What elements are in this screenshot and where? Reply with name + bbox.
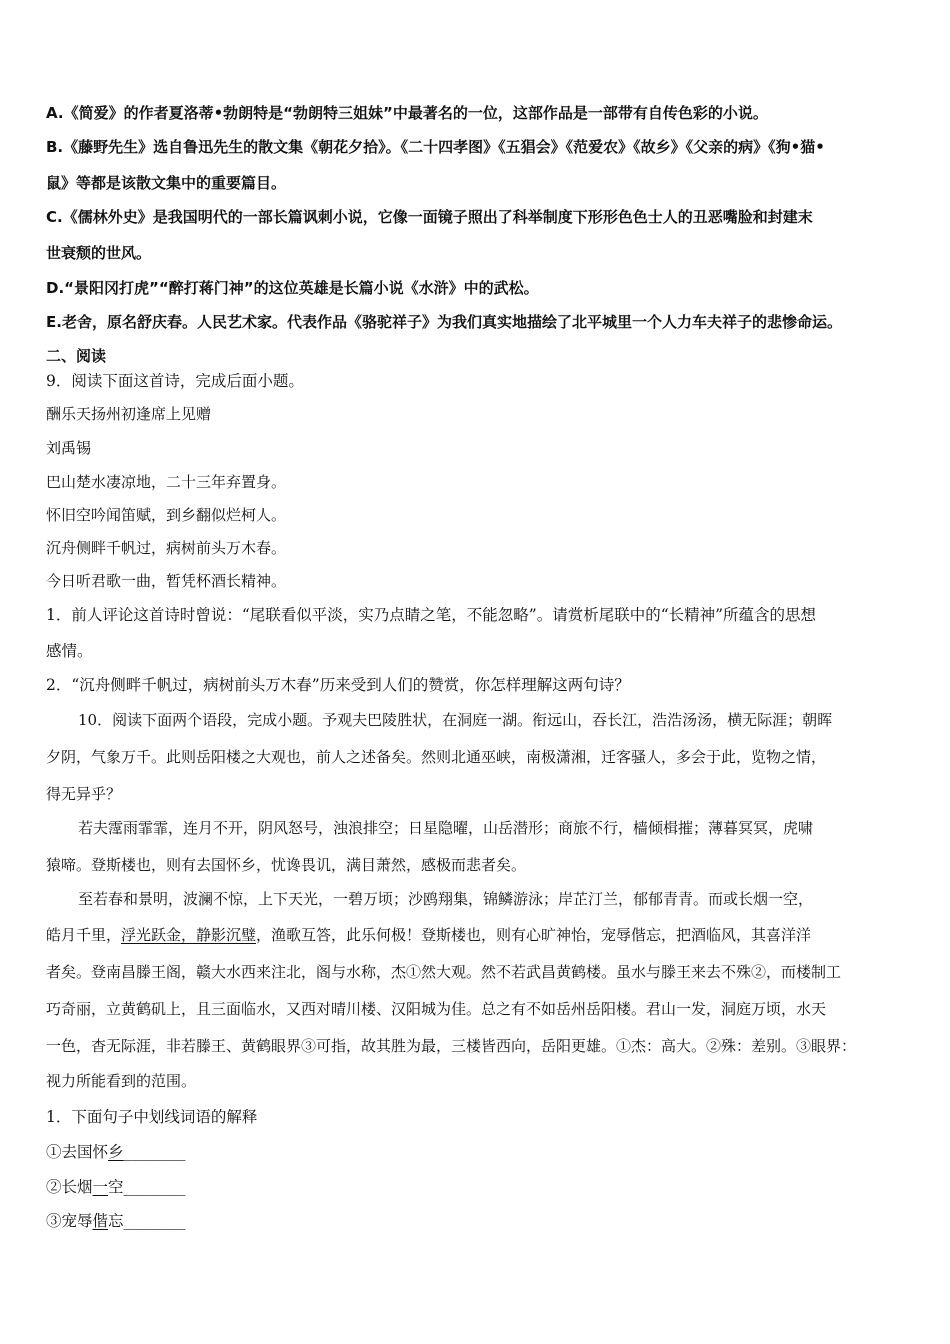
q9-sub2: 2．“沉舟侧畔千帆过，病树前头万木春”历来受到人们的赞赏，你怎样理解这两句诗？ xyxy=(46,676,630,694)
section-title: 二、阅读 xyxy=(46,347,107,365)
q10-p2-line1: 若夫霪雨霏霏，连月不开，阴风怒号，浊浪排空；日星隐曜，山岳潜形；商旅不行，樯倾楫摧；薄暮冥冥，虎啸 xyxy=(78,819,814,837)
poem-line: 沉舟侧畔千帆过，病树前头万木春。 xyxy=(46,539,287,557)
option-a: A.《简爱》的作者夏洛蒂•勃朗特是“勃朗特三姐妹”中最著名的一位，这部作品是一部带有自传色彩的小说。 xyxy=(46,104,768,122)
q10-p3-line1: 至若春和景明，波澜不惊，上下天光，一碧万顷；沙鸥翔集，锦鳞游泳；岸芷汀兰，郁郁青青。而或长烟一空， xyxy=(78,890,814,908)
q10-p3-line5: 一色，杳无际涯，非若滕王、黄鹤眼界③可指，故其胜为最，三楼皆西向，岳阳更雄。①杰：高大。②殊：差别。③眼界： xyxy=(46,1037,857,1055)
q10-p3-line2 xyxy=(46,925,811,945)
text-segment: ，渔歌互答，此乐何极！登斯楼也，则有心旷神怡，宠辱偕忘，把酒临风，其喜洋洋 xyxy=(256,926,812,944)
q9-prompt: 9．阅读下面这首诗，完成后面小题。 xyxy=(46,372,304,390)
text-segment: 皓月千里， xyxy=(46,926,122,944)
answer-item xyxy=(46,1177,186,1197)
q10-sub1: 1．下面句子中划线词语的解释 xyxy=(46,1108,258,1126)
answer-blank[interactable]: ________ xyxy=(123,1212,186,1230)
option-b-line2: 鼠》等都是该散文集中的重要篇目。 xyxy=(46,174,287,192)
item-text: 空 xyxy=(108,1178,124,1196)
q9-sub1-line1: 1．前人评论这首诗时曾说：“尾联看似平淡，实乃点睛之笔，不能忽略”。请赏析尾联中的“长精神”所蕴含的思想 xyxy=(46,606,817,624)
poem-line: 今日听君歌一曲，暂凭杯酒长精神。 xyxy=(46,572,287,590)
q10-p1-line1: 10．阅读下面两个语段，完成小题。予观夫巴陵胜状，在洞庭一湖。衔远山，吞长江，浩浩汤汤，横无际涯；朝晖 xyxy=(78,711,833,729)
item-text: ②长烟 xyxy=(46,1178,93,1196)
q10-p1-line2: 夕阴，气象万千。此则岳阳楼之大观也，前人之述备矣。然则北通巫峡，南极潇湘，迁客骚人，多会于此，览物之情， xyxy=(46,748,827,766)
underlined-word: 乡 xyxy=(108,1143,124,1161)
q10-p3-line6: 视力所能看到的范围。 xyxy=(46,1072,197,1090)
answer-blank[interactable]: ________ xyxy=(123,1143,186,1161)
q10-p2-line2: 猿啼。登斯楼也，则有去国怀乡，忧谗畏讥，满目萧然，感极而悲者矣。 xyxy=(46,856,527,874)
option-b-line1: B.《藤野先生》选自鲁迅先生的散文集《朝花夕拾》。《二十四孝图》《五猖会》《范爱农》《故乡》《父亲的病》《狗•猫• xyxy=(46,138,825,156)
q9-sub1-line2: 感情。 xyxy=(46,642,93,660)
poem-author: 刘禹锡 xyxy=(46,439,92,457)
poem-line: 巴山楚水凄凉地，二十三年弃置身。 xyxy=(46,473,287,491)
underlined-phrase: 浮光跃金，静影沉璧 xyxy=(121,926,257,944)
item-text: ③宠辱 xyxy=(46,1212,93,1230)
q10-p3-line3: 者矣。登南昌滕王阁，赣大水西来注北，阁与水称，杰①然大观。然不若武昌黄鹤楼。虽水与滕王来去不殊②，而楼制工 xyxy=(46,963,842,981)
option-c-line2: 世衰颓的世风。 xyxy=(46,244,152,262)
q10-p3-line4: 巧奇丽，立黄鹤矶上，且三面临水，又西对晴川楼、汉阳城为佳。总之有不如岳州岳阳楼。君山一发，洞庭万顷，水天 xyxy=(46,1000,827,1018)
item-text: ①去国怀 xyxy=(46,1143,109,1161)
poem-line: 怀旧空吟闻笛赋，到乡翻似烂柯人。 xyxy=(46,506,287,524)
q10-p1-line3: 得无异乎？ xyxy=(46,785,122,803)
answer-item xyxy=(46,1142,186,1162)
option-c-line1: C.《儒林外史》是我国明代的一部长篇讽刺小说，它像一面镜子照出了科举制度下形形色色士人的丑恶嘴脸和封建末 xyxy=(46,208,813,226)
answer-blank[interactable]: ________ xyxy=(123,1178,186,1196)
answer-item xyxy=(46,1211,186,1231)
option-e: E.老舍，原名舒庆春。人民艺术家。代表作品《骆驼祥子》为我们真实地描绘了北平城里一个人力车夫祥子的悲惨命运。 xyxy=(46,313,842,331)
underlined-word: 偕 xyxy=(92,1212,109,1230)
option-d: D.“景阳冈打虎”“醉打蒋门神”的这位英雄是长篇小说《水浒》中的武松。 xyxy=(46,279,539,297)
item-text: 忘 xyxy=(108,1212,124,1230)
poem-title: 酬乐天扬州初逢席上见赠 xyxy=(46,405,212,423)
underlined-word: 一 xyxy=(92,1178,109,1196)
